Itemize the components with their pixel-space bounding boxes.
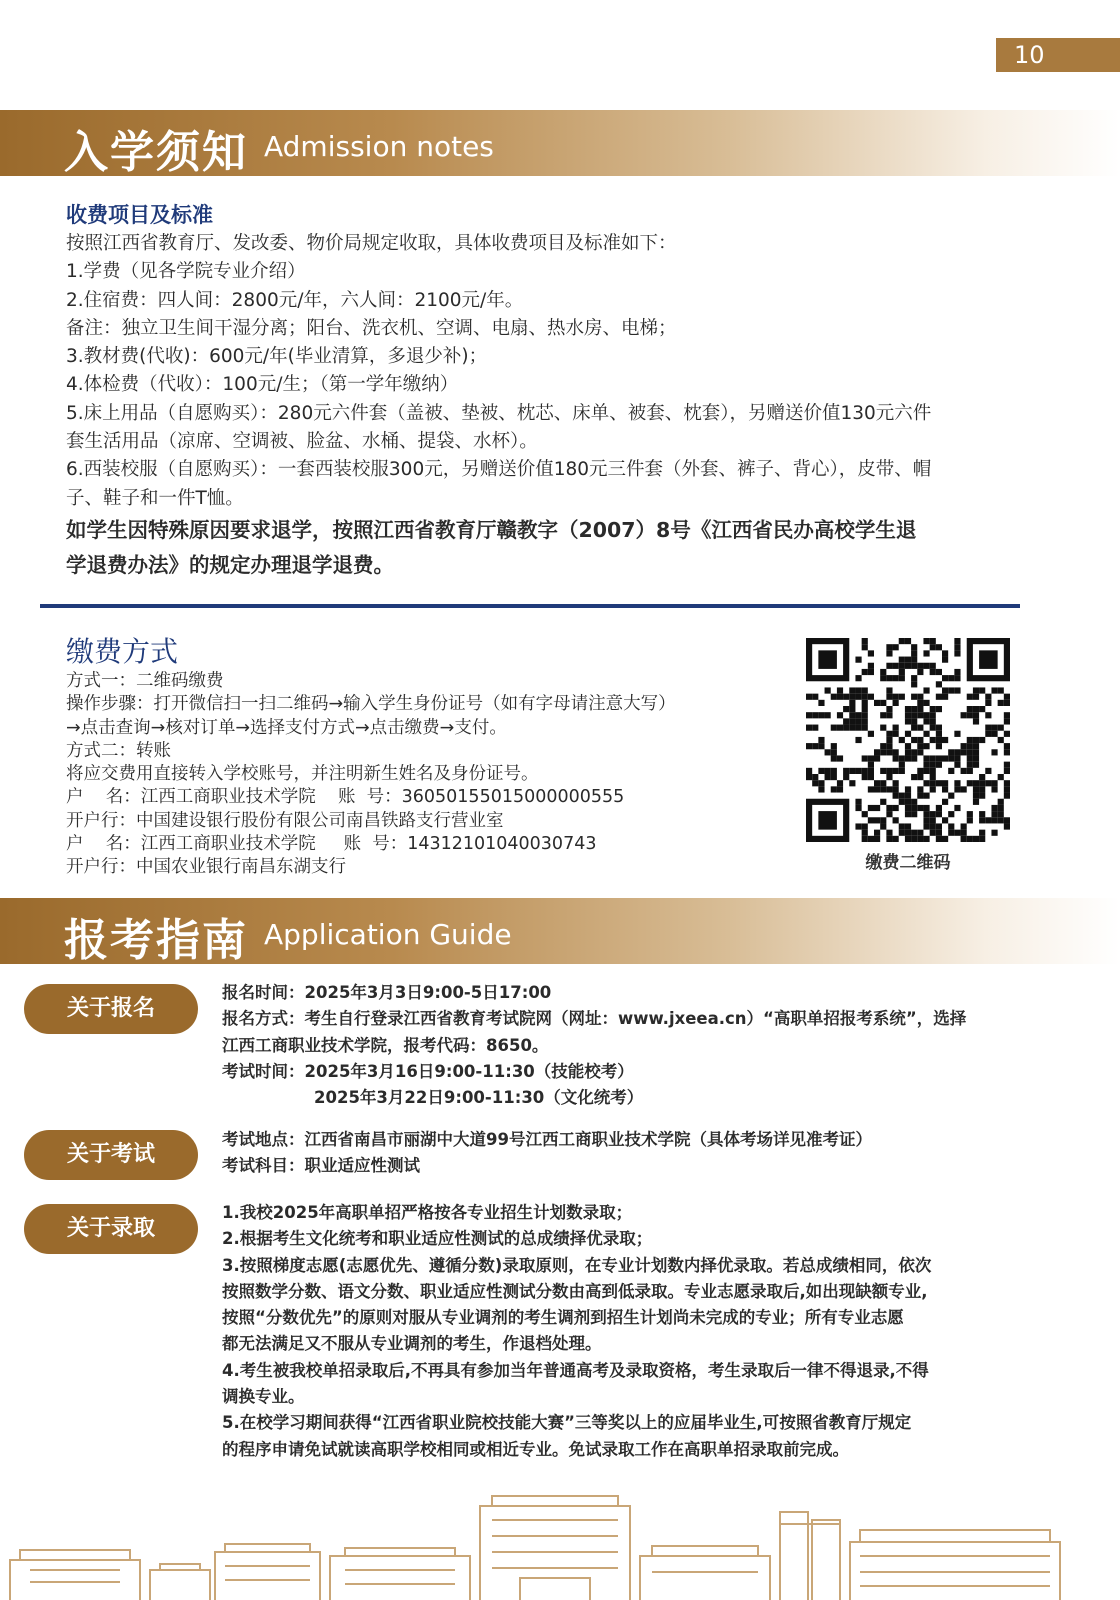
divider <box>40 604 1020 608</box>
guide-line: 2025年3月22日9:00-11:30（文化统考） <box>314 1088 644 1108</box>
guide-line: 考试时间：2025年3月16日9:00-11:30（技能校考） <box>222 1061 634 1081</box>
guide-line: 考试科目：职业适应性测试 <box>222 1156 420 1176</box>
section-header-guide <box>0 898 1120 964</box>
section-title-zh: 报考指南 <box>64 915 248 966</box>
registration-block <box>222 980 1042 1111</box>
guide-line: 1.我校2025年高职单招严格按各专业招生计划数录取； <box>222 1203 633 1222</box>
payment-line: →点击查询→核对订单→选择支付方式→点击缴费→支付。 <box>66 717 507 738</box>
pill-about-admission: 关于录取 <box>24 1204 198 1254</box>
guide-line: 报名方式：考生自行登录江西省教育考试院网（网址：www.jxeea.cn）“高职单招报考系统”，选择 <box>222 1009 967 1029</box>
payment-line: 方式一：二维码缴费 <box>66 671 224 691</box>
payment-line: 方式二：转账 <box>66 740 171 761</box>
fee-line: 3.教材费(代收)：600元/年(毕业清算，多退少补)； <box>66 346 488 368</box>
fee-line: 子、鞋子和一件T恤。 <box>66 487 244 509</box>
campus-skyline-illustration <box>0 1490 1120 1600</box>
section-title-zh: 入学须知 <box>64 127 248 178</box>
section-title-en: Application Guide <box>264 918 512 951</box>
refund-note: 学退费办法》的规定办理退学退费。 <box>66 552 394 577</box>
pill-about-exam: 关于考试 <box>24 1130 198 1180</box>
payment-line: 操作步骤：打开微信扫一扫二维码→输入学生身份证号（如有字母请注意大写） <box>66 694 676 715</box>
guide-line: 按照“分数优先”的原则对服从专业调剂的考生调剂到招生计划尚未完成的专业；所有专业志愿 <box>222 1308 904 1328</box>
guide-line: 江西工商职业技术学院，报考代码：8650。 <box>222 1035 549 1055</box>
payment-line: 将应交费用直接转入学校账号，并注明新生姓名及身份证号。 <box>66 764 539 785</box>
guide-line: 的程序申请免试就读高职学校相同或相近专业。免试录取工作在高职单招录取前完成。 <box>222 1439 849 1459</box>
fee-line: 按照江西省教育厅、发改委、物价局规定收取，具体收费项目及标准如下： <box>66 233 677 254</box>
guide-line: 3.按照梯度志愿(志愿优先、遵循分数)录取原则，在专业计划数内择优录取。若总成绩相同，依次 <box>222 1255 932 1275</box>
fee-section <box>66 200 1016 583</box>
guide-line: 调换专业。 <box>222 1387 305 1407</box>
guide-line: 报名时间：2025年3月3日9:00-5日17:00 <box>222 983 552 1002</box>
admission-block <box>222 1200 1042 1463</box>
guide-line: 2.根据考生文化统考和职业适应性测试的总成绩择优录取； <box>222 1229 653 1249</box>
payment-qr-code <box>806 638 1010 842</box>
guide-line: 都无法满足又不服从专业调剂的考生，作退档处理。 <box>222 1334 602 1354</box>
section-header-admission <box>0 110 1120 176</box>
fee-line: 套生活用品（凉席、空调被、脸盆、水桶、提袋、水杯）。 <box>66 431 538 453</box>
fee-line: 备注：独立卫生间干湿分离；阳台、洗衣机、空调、电扇、热水房、电梯； <box>66 317 677 339</box>
account-name-line: 户 名：江西工商职业技术学院 账 号：14312101040030743 <box>66 834 597 855</box>
exam-block <box>222 1127 1042 1180</box>
payment-title: 缴费方式 <box>66 635 179 668</box>
guide-line: 4.考生被我校单招录取后,不再具有参加当年普通高考及录取资格，考生录取后一律不得退录,不得 <box>222 1360 929 1380</box>
bank-line: 开户行：中国农业银行南昌东湖支行 <box>66 857 346 878</box>
bank-line: 开户行：中国建设银行股份有限公司南昌铁路支行营业室 <box>66 810 504 831</box>
qr-caption: 缴费二维码 <box>865 853 951 873</box>
fee-line: 6.西装校服（自愿购买）：一套西装校服300元，另赠送价值180元三件套（外套、裤子、背心），皮带、帽 <box>66 459 932 481</box>
payment-section <box>66 634 766 880</box>
guide-line: 按照数学分数、语文分数、职业适应性测试分数由高到低录取。专业志愿录取后,如出现缺额专业, <box>222 1281 928 1301</box>
guide-line: 5.在校学习期间获得“江西省职业院校技能大赛”三等奖以上的应届毕业生,可按照省教育厅规定 <box>222 1413 912 1433</box>
fee-line: 5.床上用品（自愿购买）：280元六件套（盖被、垫被、枕芯、床单、被套、枕套），另赠送价值130元六件 <box>66 402 932 424</box>
refund-note: 如学生因特殊原因要求退学，按照江西省教育厅赣教字（2007）8号《江西省民办高校学生退 <box>66 517 917 542</box>
fee-line: 1.学费（见各学院专业介绍） <box>66 261 306 283</box>
section-title-en: Admission notes <box>264 130 494 163</box>
fee-line: 2.住宿费：四人间：2800元/年，六人间：2100元/年。 <box>66 289 524 311</box>
fee-line: 4.体检费（代收）：100元/生；（第一学年缴纳） <box>66 374 459 396</box>
fee-title: 收费项目及标准 <box>66 203 213 227</box>
pill-about-registration: 关于报名 <box>24 984 198 1034</box>
account-name-line: 户 名：江西工商职业技术学院 账 号：36050155015000000555 <box>66 787 625 808</box>
guide-line: 考试地点：江西省南昌市丽湖中大道99号江西工商职业技术学院（具体考场详见准考证） <box>222 1130 872 1149</box>
page-number: 10 <box>996 38 1120 72</box>
